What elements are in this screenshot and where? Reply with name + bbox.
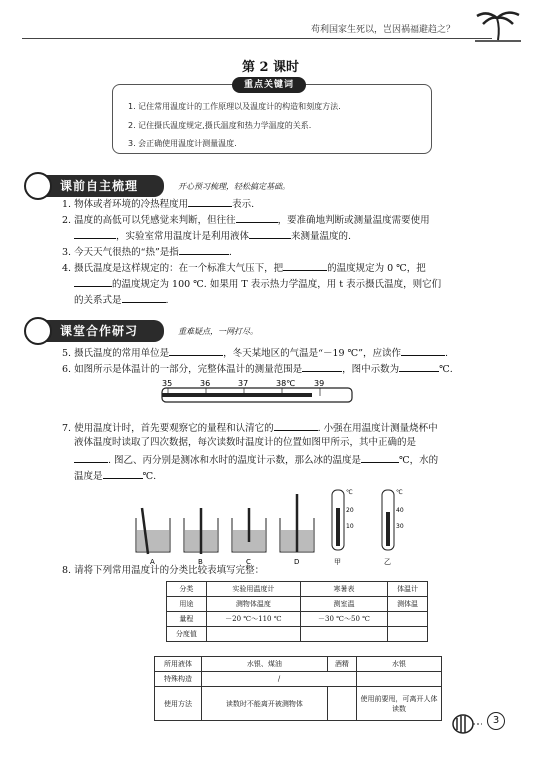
tick-label: 35 (162, 379, 173, 388)
header-rule (22, 38, 492, 39)
question-2-cont: ，实验室常用温度计是利用液体 来测量温度的. (74, 228, 514, 244)
beaker-label: D (294, 558, 300, 566)
section-tip-classroom: 重难疑点，一网打尽。 (178, 327, 258, 336)
question-5: 5. 摄氏温度的常用单位是 ，冬天某地区的气温是“－19 ℃”，应读作 . (62, 345, 502, 361)
question-2: 2. 温度的高低可以凭感觉来判断，但往往 ，要准确地判断或测量温度需要使用 (62, 212, 502, 228)
objective-1: 1. 记住常用温度计的工作原理以及温度计的构造和刻度方法. (128, 102, 341, 111)
question-1: 1. 物体或者环境的冷热程度用 表示. (62, 196, 502, 212)
cartoon-mascot-icon (24, 172, 52, 200)
svg-text:℃: ℃ (396, 489, 403, 496)
tick-label: 39 (314, 379, 325, 388)
question-4-cont: 的温度规定为 100 ℃. 如果用 T 表示热力学温度，用 t 表示摄氏温度，则它们 (74, 276, 514, 292)
clinical-thermometer-figure (158, 378, 358, 414)
page-title: 第 2 课时 (241, 60, 300, 75)
tick-label: 36 (200, 379, 211, 388)
section-tip-preview: 开心预习梳理，轻松搞定基础。 (178, 182, 290, 191)
objective-3: 3. 会正确使用温度计测量温度. (128, 139, 237, 148)
section-banner-preview: 课前自主梳理 (34, 175, 164, 197)
question-4-end: 的关系式是 . (74, 292, 514, 308)
question-8: 8. 请将下列常用温度计的分类比较表填写完整： (62, 565, 265, 576)
svg-text:30: 30 (396, 523, 404, 530)
question-3: 3. 今天天气很热的“热”是指 . (62, 244, 502, 260)
page-number: 3 (487, 712, 505, 730)
svg-text:℃: ℃ (346, 489, 353, 496)
beaker-label: B (198, 558, 203, 566)
tick-label: 38℃ (276, 379, 296, 388)
question-4: 4. 摄氏温度是这样规定的：在一个标准大气压下，把 的温度规定为 0 ℃，把 (62, 260, 502, 276)
question-7: 7. 使用温度计时，首先要观察它的量程和认清它的 . 小强在用温度计测量烧杯中 (62, 420, 502, 436)
svg-text:40: 40 (396, 507, 404, 514)
beaker-label: A (150, 558, 155, 566)
comparison-table-bottom: 所用液体 水银、煤油 酒精 水银 特殊构造 / 使用方法 读数时不能离开被测物体 使用前要甩，可离开人体读数 (154, 656, 442, 721)
section-banner-classroom: 课堂合作研习 (34, 320, 164, 342)
question-7-line4: 温度是 ℃. (74, 468, 514, 484)
svg-text:10: 10 (346, 523, 354, 530)
fish-ornament-icon (449, 712, 483, 736)
comparison-table-top: 分类 实验用温度计 寒暑表 体温计 用途 测物体温度 测室温 测体温 量程 －20 ℃～110 ℃ －30 ℃～50 ℃ 分度值 (166, 581, 428, 642)
question-6: 6. 如图所示是体温计的一部分，完整体温计的测量范围是 ，图中示数为 ℃. (62, 361, 502, 377)
beaker-thermometer-figure (132, 488, 422, 570)
beaker-label: C (246, 558, 251, 566)
question-7-line2: 液体温度时读取了四次数据，每次读数时温度计的位置如图甲所示，其中正确的是 (74, 437, 417, 448)
beaker-label: 甲 (334, 558, 341, 566)
objective-2: 2. 记住摄氏温度规定,摄氏温度和热力学温度的关系. (128, 121, 312, 130)
key-objectives-badge: 重点关键词 (232, 77, 306, 93)
question-7-line3: . 图乙、丙分别是测冰和水时的温度计示数，那么冰的温度是 ℃，水的 (74, 452, 514, 468)
header-motto: 苟利国家生死以，岂因祸福避趋之？ (310, 25, 455, 35)
palm-tree-icon (473, 8, 523, 42)
svg-text:20: 20 (346, 507, 354, 514)
beaker-label: 乙 (384, 558, 391, 566)
tick-label: 37 (238, 379, 249, 388)
mercury-column (162, 393, 312, 397)
cartoon-mascot-icon (24, 317, 52, 345)
